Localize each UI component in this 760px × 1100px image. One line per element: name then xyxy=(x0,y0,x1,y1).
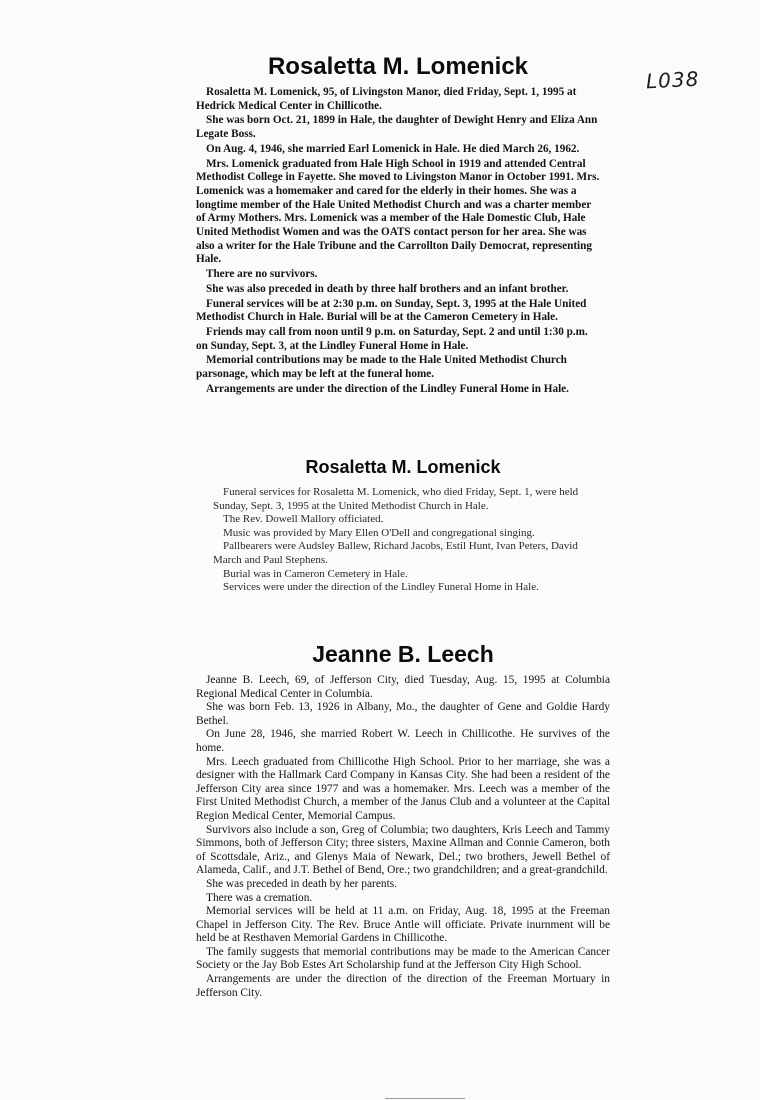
obituary-headline: Rosaletta M. Lomenick xyxy=(267,53,529,80)
obituary-paragraph: Mrs. Leech graduated from Chillicothe High School. Prior to her marriage, she was a designer with the Hallmark Card Company in Kansas City. She had been a resident of the Jefferson City area since 1977 and was a homemaker. Mrs. Leech was a member of the First United Methodist Church, a member of the Janus Club and a volunteer at the Capital Region Medical Center, Memorial Campus. xyxy=(196,755,610,822)
obituary-paragraph: She was preceded in death by her parents. xyxy=(206,877,398,890)
obituary-paragraph: Friends may call from noon until 9 p.m. on Saturday, Sept. 2 and until 1:30 p.m. on Sunday, Sept. 3, at the Lindley Funeral Home in Hale. xyxy=(196,325,588,352)
obituary-paragraph: Memorial contributions may be made to the Hale United Methodist Church parsonage, which may be left at the funeral home. xyxy=(196,354,567,381)
obituary-paragraph: Pallbearers were Audsley Ballew, Richard Jacobs, Estil Hunt, Ivan Peters, David March and Paul Stephens. xyxy=(213,540,578,566)
obituary-paragraph: There are no survivors. xyxy=(206,268,318,281)
obituary-headline: Jeanne B. Leech xyxy=(312,641,494,667)
obituary-paragraph: Mrs. Lomenick graduated from Hale High School in 1919 and attended Central Methodist College in Fayette. She moved to Livingston Manor in October 1991. Mrs. Lomenick was a homemaker and cared for the elderly in their homes. She was a longtime member of the Hale United Methodist Church and was a charter member of Army Mothers. Mrs. Lomenick was a member of the Hale Domestic Club, Hale United Methodist Women and was the OATS contact person for her area. She was also a writer for the Hale Tribune and the Carrollton Daily Democrat, representing Hale. xyxy=(196,157,600,266)
obituary-paragraph: On Aug. 4, 1946, she married Earl Lomenick in Hale. He died March 26, 1962. xyxy=(206,142,580,155)
page-bottom-divider xyxy=(385,1098,465,1099)
obituary-headline: Rosaletta M. Lomenick xyxy=(305,457,501,477)
obituary-paragraph: The Rev. Dowell Mallory officiated. xyxy=(223,513,384,526)
obituary-paragraph: Funeral services will be at 2:30 p.m. on Sunday, Sept. 3, 1995 at the Hale United Methodist Church in Hale. Burial will be at the Cameron Cemetery in Hale. xyxy=(196,297,587,324)
obituary-leech xyxy=(196,640,610,1000)
obituary-paragraph: The family suggests that memorial contributions may be made to the American Cancer Society or the Jay Bob Estes Art Scholarship fund at the Jefferson City High School. xyxy=(196,945,610,972)
obituary-paragraph: Arrangements are under the direction of the direction of the Freeman Mortuary in Jefferson City. xyxy=(196,973,610,999)
obituary-paragraph: Services were under the direction of the Lindley Funeral Home in Hale. xyxy=(223,581,539,594)
funeral-notice-lomenick xyxy=(213,456,601,595)
obituary-paragraph: She was born Oct. 21, 1899 in Hale, the daughter of Dewight Henry and Eliza Ann Legate Boss. xyxy=(196,114,598,141)
obituary-paragraph: Memorial services will be held at 11 a.m. on Friday, Aug. 18, 1995 at the Freeman Chapel in Jefferson City. The Rev. Bruce Antle will officiate. Private inurnment will be held be at Resthaven Memorial Gardens in Chillicothe. xyxy=(196,905,610,945)
obituary-paragraph: Rosaletta M. Lomenick, 95, of Livingston Manor, died Friday, Sept. 1, 1995 at Hedrick Medical Center in Chillicothe. xyxy=(196,86,577,112)
obituary-paragraph: Burial was in Cameron Cemetery in Hale. xyxy=(223,567,408,580)
obituary-paragraph: Jeanne B. Leech, 69, of Jefferson City, died Tuesday, Aug. 15, 1995 at Columbia Regional Medical Center in Columbia. xyxy=(196,674,610,700)
handwritten-code: L038 xyxy=(645,66,700,94)
obituary-lomenick xyxy=(196,52,600,396)
obituary-paragraph: On June 28, 1946, she married Robert W. Leech in Chillicothe. He survives of the home. xyxy=(196,728,610,754)
obituary-paragraph: Arrangements are under the direction of the Lindley Funeral Home in Hale. xyxy=(206,382,569,395)
obituary-paragraph: She was also preceded in death by three half brothers and an infant brother. xyxy=(206,282,569,295)
obituary-paragraph: Music was provided by Mary Ellen O'Dell and congregational singing. xyxy=(223,526,535,539)
obituary-paragraph: She was born Feb. 13, 1926 in Albany, Mo., the daughter of Gene and Goldie Hardy Bethel. xyxy=(196,701,610,727)
obituary-paragraph: Survivors also include a son, Greg of Columbia; two daughters, Kris Leech and Tammy Simmons, both of Jefferson City; three sisters, Maxine Allman and Connie Cameron, both of Scottsdale, Ariz., and Glenys Maia of Newark, Del.; two brothers, Jewell Bethel of Alameda, Calif., and J.T. Bethel of Bend, Ore.; two grandchildren; and a great-grandchild. xyxy=(196,823,610,877)
obituary-paragraph: There was a cremation. xyxy=(206,891,313,904)
obituary-paragraph: Funeral services for Rosaletta M. Lomenick, who died Friday, Sept. 1, were held Sunday, Sept. 3, 1995 at the United Methodist Church in Hale. xyxy=(213,486,579,512)
